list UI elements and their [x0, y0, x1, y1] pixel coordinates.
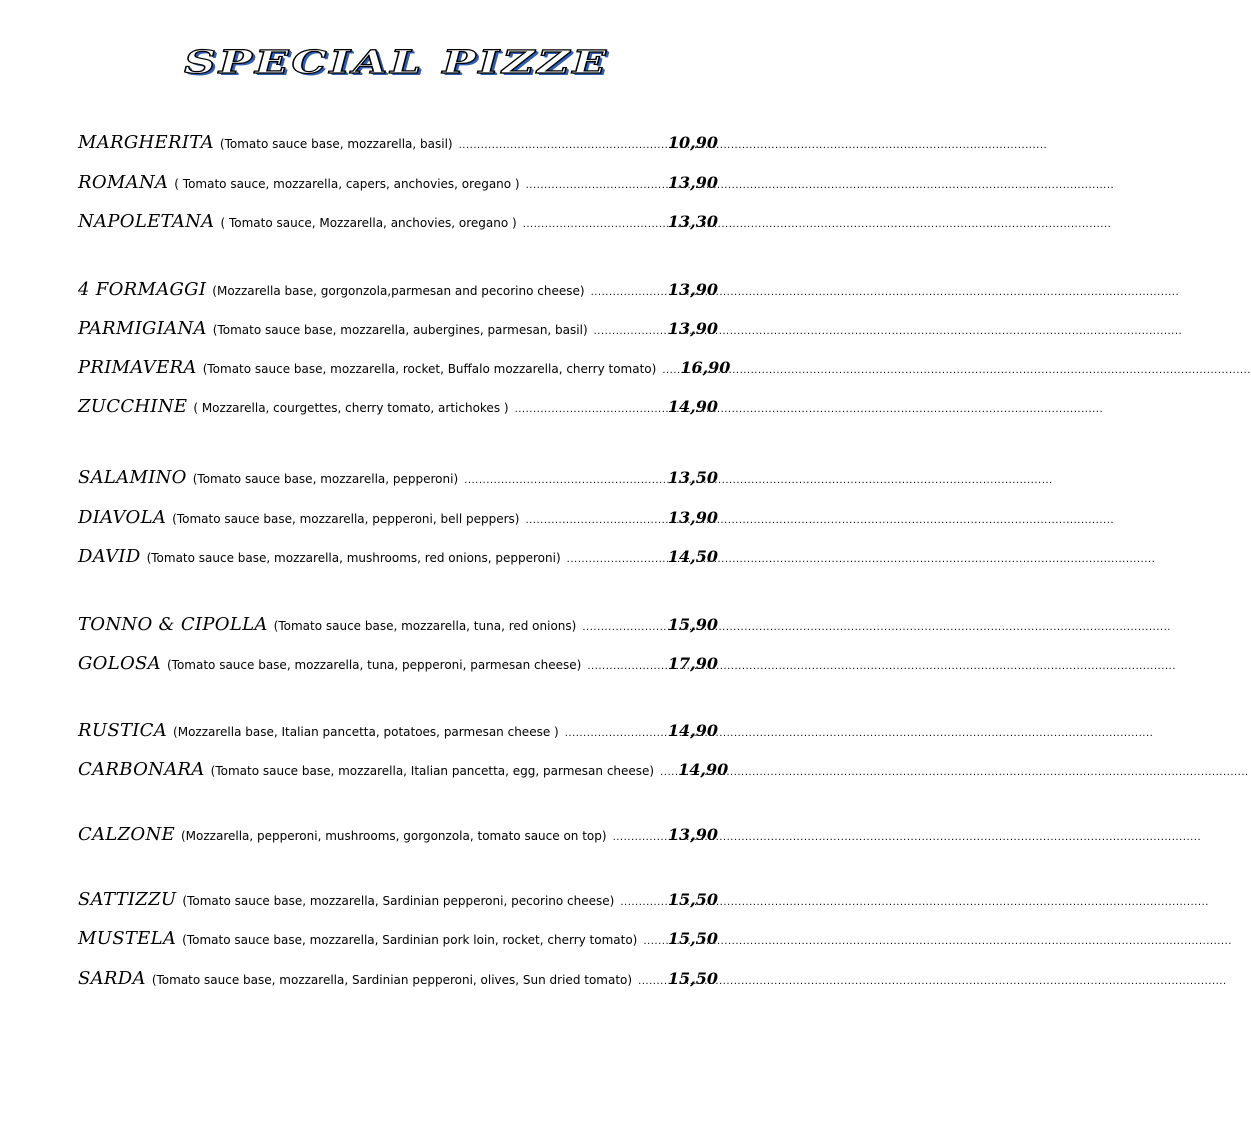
pizza-name: MUSTELA: [78, 928, 177, 949]
pizza-description: ( Tomato sauce, mozzarella, capers, anchovies, oregano ): [174, 177, 520, 191]
menu-item: [78, 357, 731, 383]
dot-leader: [662, 365, 674, 376]
pizza-price: 13,90: [667, 173, 718, 192]
dot-leader: [523, 219, 662, 230]
pizza-description: ( Tomato sauce, Mozzarella, anchovies, oregano ): [220, 216, 517, 230]
pizza-name: RUSTICA: [78, 720, 168, 741]
pizza-name: ROMANA: [78, 172, 169, 193]
menu-item: [78, 824, 718, 850]
pizza-name: CARBONARA: [78, 759, 205, 780]
dot-leader: [565, 728, 662, 739]
pizza-price: 14,50: [667, 547, 718, 566]
dot-leader: [582, 622, 662, 633]
pizza-name: DAVID: [78, 546, 141, 567]
menu-item: [78, 211, 718, 237]
pizza-price: 15,50: [667, 969, 718, 988]
pizza-price: 15,50: [667, 929, 718, 948]
pizza-description: ( Mozzarella, courgettes, cherry tomato, artichokes ): [193, 401, 509, 415]
pizza-description: (Tomato sauce base, mozzarella, aubergines, parmesan, basil): [212, 323, 588, 337]
pizza-description: (Tomato sauce base, mozzarella, pepperoni): [192, 472, 459, 486]
pizza-price: 14,90: [678, 760, 729, 779]
pizza-description: (Tomato sauce base, mozzarella, basil): [219, 137, 453, 151]
pizza-price: 13,90: [667, 825, 718, 844]
pizza-name: TONNO & CIPOLLA: [78, 614, 268, 635]
pizza-price: 16,90: [680, 358, 731, 377]
pizza-name: 4 FORMAGGI: [78, 279, 207, 300]
pizza-name: PARMIGIANA: [78, 318, 207, 339]
menu-item: [78, 889, 718, 915]
pizza-name: SATTIZZU: [78, 889, 177, 910]
pizza-name: MARGHERITA: [78, 132, 214, 153]
menu-item: [78, 653, 718, 679]
pizza-name: DIAVOLA: [78, 507, 167, 528]
pizza-name: SALAMINO: [78, 467, 187, 488]
pizza-name: ZUCCHINE: [78, 396, 188, 417]
dot-leader: [525, 515, 661, 526]
pizza-price: 14,90: [667, 397, 718, 416]
dot-leader: [638, 976, 662, 987]
pizza-name: NAPOLETANA: [78, 211, 215, 232]
dot-leader: [643, 936, 662, 947]
pizza-name: PRIMAVERA: [78, 357, 197, 378]
pizza-description: (Mozzarella, pepperoni, mushrooms, gorgonzola, tomato sauce on top): [180, 829, 607, 843]
pizza-description: (Tomato sauce base, mozzarella, pepperoni, bell peppers): [172, 512, 520, 526]
pizza-name: SARDA: [78, 968, 146, 989]
menu-item: [78, 546, 718, 572]
pizza-price: 13,30: [667, 212, 718, 231]
pizza-name: GOLOSA: [78, 653, 161, 674]
menu-item: [78, 507, 718, 533]
pizza-price: 13,90: [667, 508, 718, 527]
pizza-description: (Tomato sauce base, mozzarella, Sardinian pepperoni, olives, Sun dried tomato): [151, 973, 633, 987]
menu-item: [78, 928, 718, 954]
pizza-description: (Tomato sauce base, mozzarella, Italian pancetta, egg, parmesan cheese): [210, 764, 655, 778]
dot-leader: [526, 180, 662, 191]
menu-item: [78, 396, 718, 422]
pizza-price: 13,90: [667, 319, 718, 338]
pizza-price: 14,90: [667, 721, 718, 740]
dot-leader: [613, 832, 662, 843]
pizza-description: (Tomato sauce base, mozzarella, Sardinian pepperoni, pecorino cheese): [182, 894, 615, 908]
pizza-price: 15,90: [667, 615, 718, 634]
pizza-price: 13,50: [667, 468, 718, 487]
pizza-description: (Tomato sauce base, mozzarella, mushrooms, red onions, pepperoni): [146, 551, 561, 565]
menu-item: [78, 720, 718, 746]
dot-leader: [567, 554, 662, 565]
pizza-price: 17,90: [667, 654, 718, 673]
pizza-price: 15,50: [667, 890, 718, 909]
pizza-description: (Mozzarella base, gorgonzola,parmesan and pecorino cheese): [212, 284, 585, 298]
pizza-name: CALZONE: [78, 824, 175, 845]
menu-item: [78, 467, 718, 493]
dot-leader: [464, 475, 662, 486]
dot-leader: [660, 767, 672, 778]
pizza-description: (Mozzarella base, Italian pancetta, potatoes, parmesan cheese ): [173, 725, 559, 739]
menu-item: [78, 968, 718, 994]
menu-item: [78, 279, 718, 305]
pizza-price: 10,90: [667, 133, 718, 152]
pizza-price: 13,90: [667, 280, 718, 299]
menu-item: [78, 318, 718, 344]
menu-item: [78, 614, 718, 640]
menu-item: [78, 172, 718, 198]
dot-leader: [587, 661, 662, 672]
pizza-description: (Tomato sauce base, mozzarella, tuna, pepperoni, parmesan cheese): [166, 658, 582, 672]
dot-leader: [515, 404, 662, 415]
dot-leader: [591, 287, 662, 298]
dot-leader: [594, 326, 662, 337]
pizza-description: (Tomato sauce base, mozzarella, tuna, red onions): [273, 619, 577, 633]
pizza-description: (Tomato sauce base, mozzarella, rocket, Buffalo mozzarella, cherry tomato): [202, 362, 657, 376]
dot-leader: [620, 897, 662, 908]
menu-item: [78, 132, 718, 158]
menu-title: SPECIAL PIZZE: [184, 44, 609, 81]
pizza-description: (Tomato sauce base, mozzarella, Sardinian pork loin, rocket, cherry tomato): [182, 933, 638, 947]
menu-item: [78, 759, 729, 785]
dot-leader: [459, 140, 662, 151]
